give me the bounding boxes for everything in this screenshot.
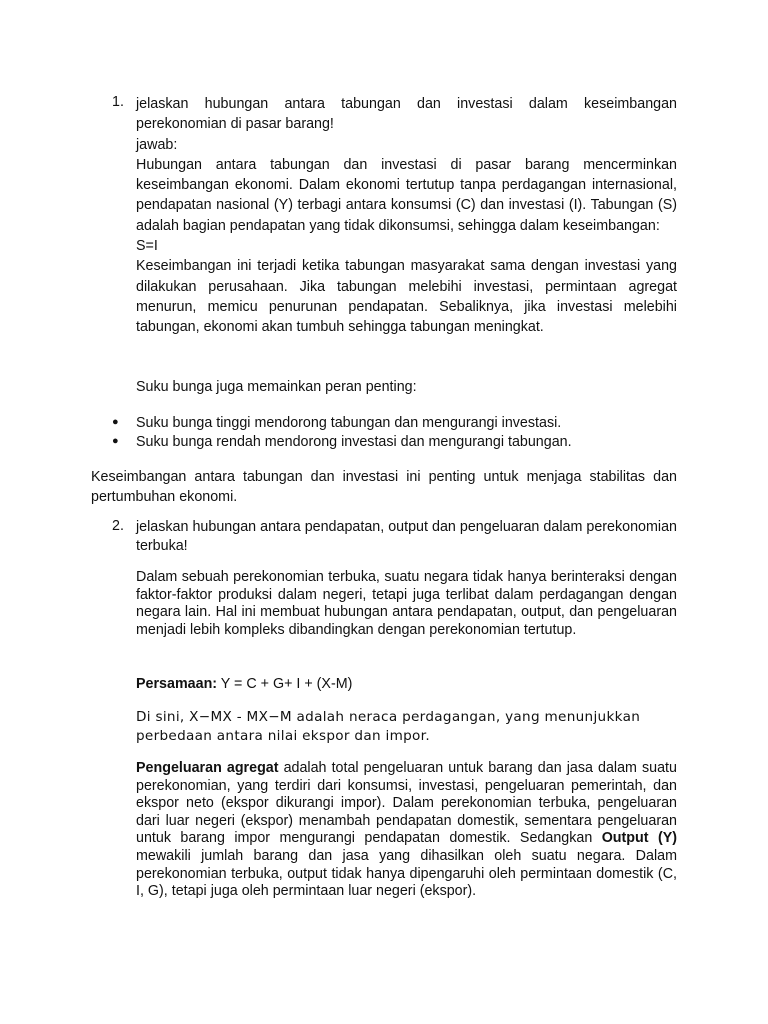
q1-paragraph-2: Keseimbangan ini terjadi ketika tabungan masyarakat sama dengan investasi yang dilakukan perusahaan. Jika tabungan melebihi investasi, permintaan agregat menurun, memicu penurunan pendapatan. Sebaliknya, jika investasi melebihi tabungan, ekonomi akan tumbuh sehingga tabungan meningkat. [136, 258, 677, 336]
q2-equation-label: Persamaan: [136, 676, 218, 692]
bullet-dot: ● [112, 416, 119, 428]
q2-netexport-note: Di sini, X−MX - MX−M adalah neraca perdagangan, yang menunjukkan perbedaan antara nilai ekspor dan impor. [136, 709, 641, 744]
q1-paragraph-1: Hubungan antara tabungan dan investasi di pasar barang mencerminkan keseimbangan ekonomi. Dalam ekonomi tertutup tanpa perdagangan internasional, pendapatan nasional (Y) terbagi antara konsumsi (C) dan investasi (I). Tabungan (S) adalah bagian pendapatan yang tidak dikonsumsi, sehingga dalam keseimbangan: [136, 156, 677, 234]
q2-aggregate-text-1: adalah total pengeluaran untuk barang dan jasa dalam suatu perekonomian, yang terdiri dari konsumsi, investasi, pengeluaran pemerintah, dan ekspor neto (ekspor dikurangi impor). Dalam perekonomian terbuka, pengeluaran dari luar negeri (ekspor) menambah pendapatan domestik, sementara pengeluaran untuk barang impor mengurangi pendapatan domestik. Sedangkan [136, 760, 677, 847]
q2-question: jelaskan hubungan antara pendapatan, output dan pengeluaran dalam perekonomian terbuka! [136, 519, 677, 554]
q1-conclusion: Keseimbangan antara tabungan dan investasi ini penting untuk menjaga stabilitas dan pertumbuhan ekonomi. [91, 469, 677, 505]
q1-block [136, 94, 677, 338]
q1-bullet-1: Suku bunga tinggi mendorong tabungan dan mengurangi investasi. [136, 415, 562, 431]
q1-number: 1. [112, 94, 124, 110]
q1-bullet-2: Suku bunga rendah mendorong investasi dan mengurangi tabungan. [136, 434, 572, 450]
q2-equation: Y = C + G+ I + (X-M) [217, 676, 353, 692]
q1-answer-label: jawab: [136, 136, 178, 153]
q2-paragraph-1: Dalam sebuah perekonomian terbuka, suatu negara tidak hanya berinteraksi dengan faktor-faktor produksi dalam negeri, tetapi juga terlibat dalam perdagangan dengan negara lain. Hal ini membuat hubungan antara pendapatan, output, dan pengeluaran menjadi lebih kompleks dibandingkan dengan perekonomian tertutup. [136, 569, 677, 638]
q1-question: jelaskan hubungan antara tabungan dan investasi dalam keseimbangan perekonomian di pasar barang! [136, 96, 677, 133]
q2-equation-line [136, 676, 677, 692]
q1-interest-intro: Suku bunga juga memainkan peran penting: [136, 379, 417, 395]
q2-output-term: Output (Y) [601, 830, 677, 847]
q1-equation: S=I [136, 238, 158, 255]
q2-aggregate-paragraph [136, 760, 677, 901]
q2-aggregate-text-2: mewakili jumlah barang dan jasa yang dihasilkan oleh suatu negara. Dalam perekonomian terbuka, output tidak hanya dipengaruhi oleh permintaan domestik (C, I, G), tetapi juga oleh permintaan luar negeri (ekspor). [136, 847, 677, 900]
q2-aggregate-term: Pengeluaran agregat [136, 760, 279, 776]
bullet-dot: ● [112, 435, 119, 447]
q2-number: 2. [112, 518, 124, 534]
